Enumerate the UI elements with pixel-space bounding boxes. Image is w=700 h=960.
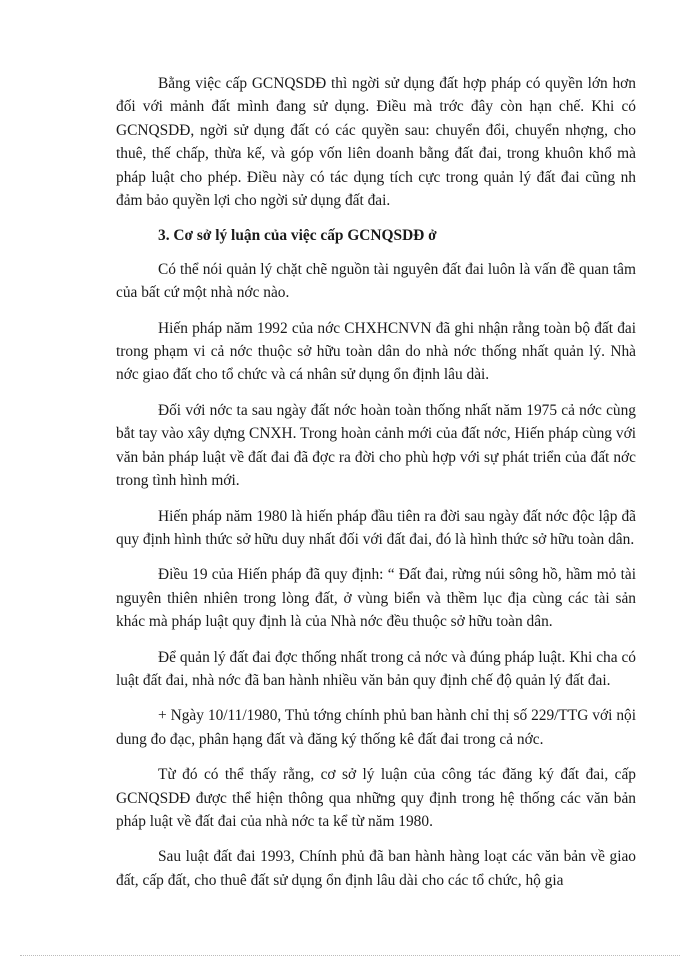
document-body	[116, 72, 636, 904]
paragraph: Có thể nói quản lý chặt chẽ nguồn tài nguyên đất đai luôn là vấn đề quan tâm của bất cứ một nhà nớc nào.	[116, 260, 636, 302]
paragraph: Để quản lý đất đai đợc thống nhất trong cả nớc và đúng pháp luật. Khi cha có luật đất đai, nhà nớc đã ban hành nhiều văn bản quy định chế độ quản lý đất đai.	[116, 648, 636, 689]
paragraph: Bằng việc cấp GCNQSDĐ thì ngời sử dụng đất hợp pháp có quyền lớn hơn đối với mảnh đất mình đang sử dụng. Điều mà trớc đây còn hạn chế. Khi có GCNQSDĐ, ngời sử dụng đất có các quyền sau: chuyển đổi, chuyển nhợng, cho thuê, thế chấp, thừa kế, và góp vốn liên doanh bằng đất đai, trong khuôn khổ mà pháp luật cho phép. Điều này có tác dụng tích cực trong quản lý đất đai cũng nh đảm bảo quyền lợi cho ngời sử dụng đất đai.	[116, 75, 636, 210]
page-bottom-divider	[20, 955, 680, 956]
paragraph: Sau luật đất đai 1993, Chính phủ đã ban hành hàng loạt các văn bản về giao đất, cấp đất, cho thuê đất sử dụng ổn định lâu dài cho các tổ chức, hộ gia	[116, 848, 636, 889]
paragraph: + Ngày 10/11/1980, Thủ tớng chính phủ ban hành chỉ thị số 229/TTG với nội dung đo đạc, phân hạng đất và đăng ký thống kê đất đai trong cả nớc.	[116, 707, 636, 748]
paragraph: Đối với nớc ta sau ngày đất nớc hoàn toàn thống nhất năm 1975 cả nớc cùng bắt tay vào xây dựng CNXH. Trong hoàn cảnh mới của đất nớc, Hiến pháp cùng với văn bản pháp luật về đất đai đã đợc ra đời cho phù hợp với sự phát triển của đất nớc trong tình hình mới.	[116, 401, 636, 490]
paragraph: Điều 19 của Hiến pháp đã quy định: “ Đất đai, rừng núi sông hồ, hầm mỏ tài nguyên thiên nhiên trong lòng đất, ở vùng biển và thềm lục địa cùng các tài sản khác mà pháp luật quy định là của Nhà nớc đều thuộc sở hữu toàn dân.	[116, 566, 636, 631]
paragraph: Hiến pháp năm 1992 của nớc CHXHCNVN đã ghi nhận rằng toàn bộ đất đai trong phạm vi cả nớc thuộc sở hữu toàn dân do nhà nớc thống nhất quản lý. Nhà nớc giao đất cho tổ chức và cá nhân sử dụng ổn định lâu dài.	[116, 319, 636, 384]
section-heading: 3. Cơ sở lý luận của việc cấp GCNQSDĐ ở	[158, 227, 437, 245]
paragraph: Từ đó có thể thấy rằng, cơ sở lý luận của công tác đăng ký đất đai, cấp GCNQSDĐ được thể hiện thông qua những quy định trong hệ thống các văn bản pháp luật về đất đai của nhà nớc ta kể từ năm 1980.	[116, 766, 636, 830]
paragraph: Hiến pháp năm 1980 là hiến pháp đầu tiên ra đời sau ngày đất nớc độc lập đã quy định hình thức sở hữu duy nhất đối với đất đai, đó là hình thức sở hữu toàn dân.	[116, 507, 636, 548]
